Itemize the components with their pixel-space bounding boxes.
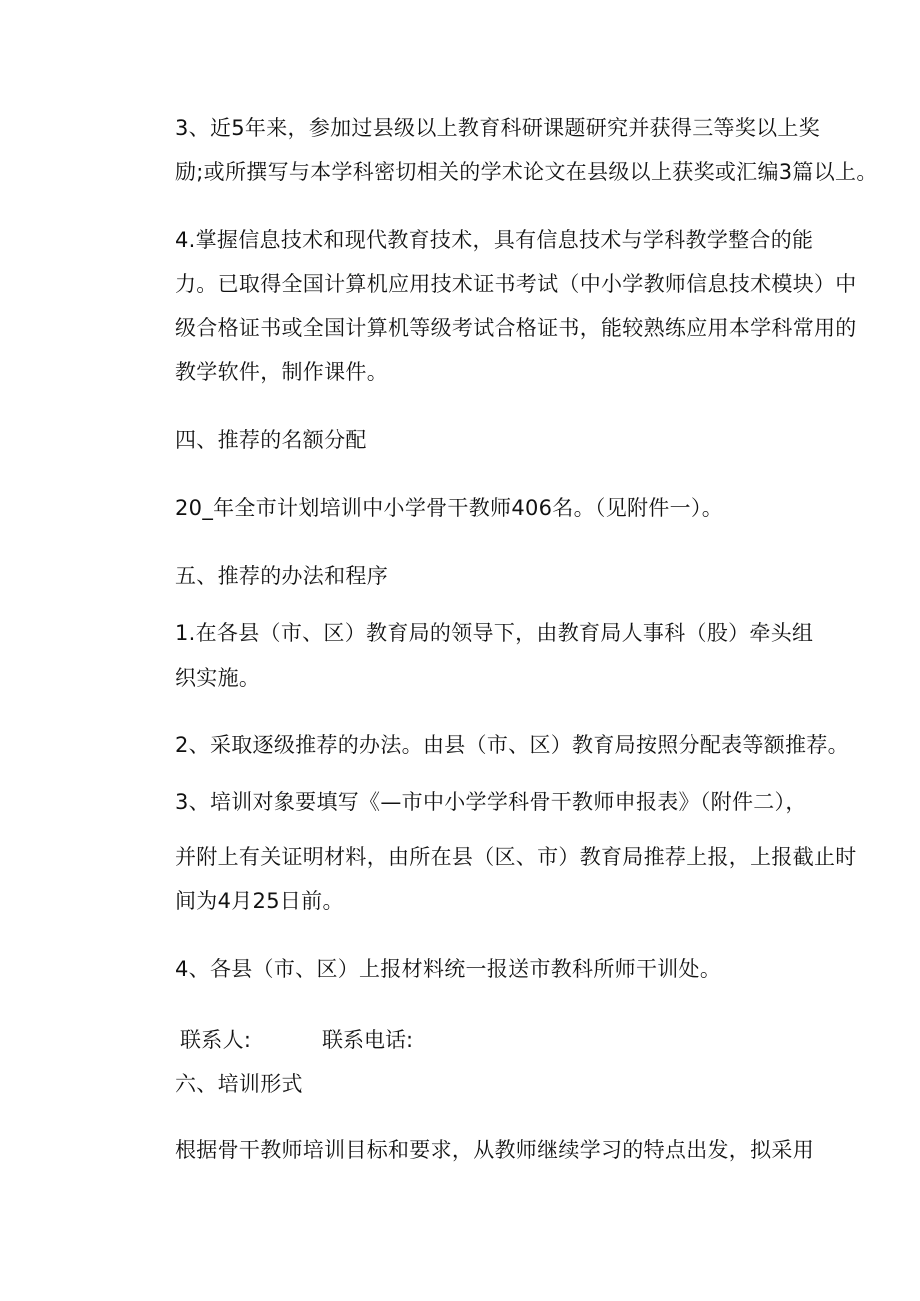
step-4-line: 4、各县（市、区）上报材料统一报送市教科所师干训处。 — [175, 957, 722, 981]
step-3-line-3: 间为4月25日前。 — [175, 889, 344, 913]
criterion-4-line-3: 级合格证书或全国计算机等级考试合格证书，能较熟练应用本学科常用的 — [175, 316, 857, 340]
criterion-3-line-1: 3、近5年来，参加过县级以上教育科研课题研究并获得三等奖以上奖 — [175, 116, 821, 140]
section-6-heading: 六、培训形式 — [175, 1072, 303, 1096]
section-4-heading: 四、推荐的名额分配 — [175, 428, 367, 452]
contact-phone-label: 联系电话: — [322, 1028, 414, 1052]
criterion-4-line-4: 教学软件，制作课件。 — [175, 360, 388, 384]
step-2-line: 2、采取逐级推荐的办法。由县（市、区）教育局按照分配表等额推荐。 — [175, 733, 849, 757]
contact-person-label: 联系人: — [180, 1028, 252, 1052]
step-1-line-1: 1.在各县（市、区）教育局的领导下，由教育局人事科（股）牵头组 — [175, 621, 814, 645]
criterion-3-line-2: 励;或所撰写与本学科密切相关的学术论文在县级以上获奖或汇编3篇以上。 — [175, 160, 878, 184]
step-3-line-1: 3、培训对象要填写《—市中小学学科骨干教师申报表》（附件二）， — [175, 790, 807, 814]
criterion-4-line-1: 4.掌握信息技术和现代教育技术，具有信息技术与学科教学整合的能 — [175, 228, 814, 252]
section-6-text: 根据骨干教师培训目标和要求，从教师继续学习的特点出发，拟采用 — [175, 1138, 814, 1162]
section-5-heading: 五、推荐的办法和程序 — [175, 564, 388, 588]
step-3-line-2: 并附上有关证明材料，由所在县（区、市）教育局推荐上报，上报截止时 — [175, 845, 857, 869]
criterion-4-line-2: 力。已取得全国计算机应用技术证书考试（中小学教师信息技术模块）中 — [175, 272, 857, 296]
step-1-line-2: 织实施。 — [175, 666, 261, 690]
section-4-text: 20_年全市计划培训中小学骨干教师406名。（见附件一）。 — [175, 496, 724, 520]
